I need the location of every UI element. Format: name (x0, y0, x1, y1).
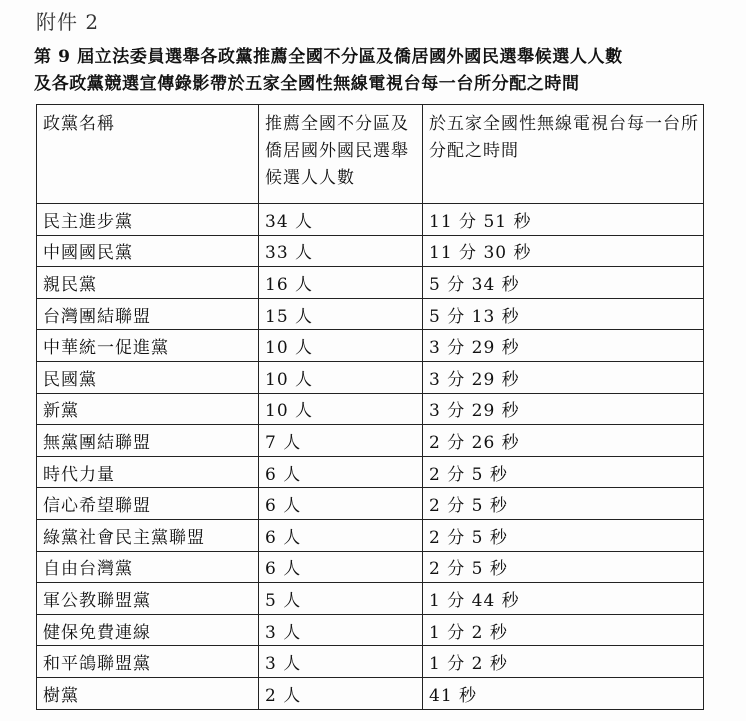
airtime-cell: 2 分 5 秒 (423, 488, 704, 520)
party-name-cell: 無黨團結聯盟 (37, 425, 259, 457)
airtime-cell: 3 分 29 秒 (423, 330, 704, 362)
table-row (37, 267, 704, 299)
candidate-count-cell: 10 人 (259, 393, 423, 425)
candidate-count-cell: 3 人 (259, 614, 423, 646)
airtime-cell: 1 分 2 秒 (423, 646, 704, 678)
table-row (37, 361, 704, 393)
party-name-cell: 自由台灣黨 (37, 551, 259, 583)
candidate-count-cell: 34 人 (259, 204, 423, 236)
party-name-cell: 軍公教聯盟黨 (37, 583, 259, 615)
airtime-cell: 11 分 51 秒 (423, 204, 704, 236)
party-name-cell: 民主進步黨 (37, 204, 259, 236)
candidate-count-cell: 6 人 (259, 488, 423, 520)
header-candidate-count: 推薦全國不分區及僑居國外國民選舉候選人人數 (259, 105, 423, 204)
table-header-row (37, 105, 704, 204)
party-name-cell: 綠黨社會民主黨聯盟 (37, 519, 259, 551)
airtime-cell: 41 秒 (423, 677, 704, 709)
table-row (37, 235, 704, 267)
party-name-cell: 親民黨 (37, 267, 259, 299)
candidate-count-cell: 5 人 (259, 583, 423, 615)
airtime-cell: 5 分 34 秒 (423, 267, 704, 299)
table-body (37, 204, 704, 710)
airtime-cell: 2 分 5 秒 (423, 519, 704, 551)
party-name-cell: 新黨 (37, 393, 259, 425)
party-name-cell: 樹黨 (37, 677, 259, 709)
airtime-cell: 11 分 30 秒 (423, 235, 704, 267)
table-row (37, 519, 704, 551)
candidate-count-cell: 6 人 (259, 519, 423, 551)
airtime-cell: 2 分 5 秒 (423, 551, 704, 583)
airtime-cell: 2 分 26 秒 (423, 425, 704, 457)
header-party-name: 政黨名稱 (37, 105, 259, 204)
title-line-1: 第 9 屆立法委員選舉各政黨推薦全國不分區及僑居國外國民選舉候選人人數 (34, 47, 623, 67)
table-row (37, 646, 704, 678)
table-row (37, 614, 704, 646)
title-line-2: 及各政黨競選宣傳錄影帶於五家全國性無線電視台每一台所分配之時間 (34, 74, 580, 94)
candidate-count-cell: 15 人 (259, 298, 423, 330)
table-row (37, 583, 704, 615)
party-name-cell: 中國國民黨 (37, 235, 259, 267)
airtime-cell: 1 分 2 秒 (423, 614, 704, 646)
table-row (37, 456, 704, 488)
table-row (37, 425, 704, 457)
candidate-count-cell: 16 人 (259, 267, 423, 299)
annex-label: 附件 2 (36, 10, 100, 34)
candidate-count-cell: 6 人 (259, 551, 423, 583)
party-name-cell: 中華統一促進黨 (37, 330, 259, 362)
table-row (37, 204, 704, 236)
table-row (37, 330, 704, 362)
allocation-table (36, 104, 704, 710)
airtime-cell: 1 分 44 秒 (423, 583, 704, 615)
table-row (37, 298, 704, 330)
party-name-cell: 和平鴿聯盟黨 (37, 646, 259, 678)
header-airtime: 於五家全國性無線電視台每一台所分配之時間 (423, 105, 704, 204)
table-row (37, 677, 704, 709)
airtime-cell: 2 分 5 秒 (423, 456, 704, 488)
party-name-cell: 信心希望聯盟 (37, 488, 259, 520)
candidate-count-cell: 6 人 (259, 456, 423, 488)
candidate-count-cell: 3 人 (259, 646, 423, 678)
airtime-cell: 3 分 29 秒 (423, 361, 704, 393)
table-row (37, 551, 704, 583)
airtime-cell: 5 分 13 秒 (423, 298, 704, 330)
party-name-cell: 健保免費連線 (37, 614, 259, 646)
airtime-cell: 3 分 29 秒 (423, 393, 704, 425)
candidate-count-cell: 33 人 (259, 235, 423, 267)
party-name-cell: 時代力量 (37, 456, 259, 488)
candidate-count-cell: 10 人 (259, 361, 423, 393)
document-title (34, 44, 740, 98)
party-name-cell: 民國黨 (37, 361, 259, 393)
table-row (37, 488, 704, 520)
candidate-count-cell: 7 人 (259, 425, 423, 457)
party-name-cell: 台灣團結聯盟 (37, 298, 259, 330)
table-row (37, 393, 704, 425)
candidate-count-cell: 2 人 (259, 677, 423, 709)
candidate-count-cell: 10 人 (259, 330, 423, 362)
